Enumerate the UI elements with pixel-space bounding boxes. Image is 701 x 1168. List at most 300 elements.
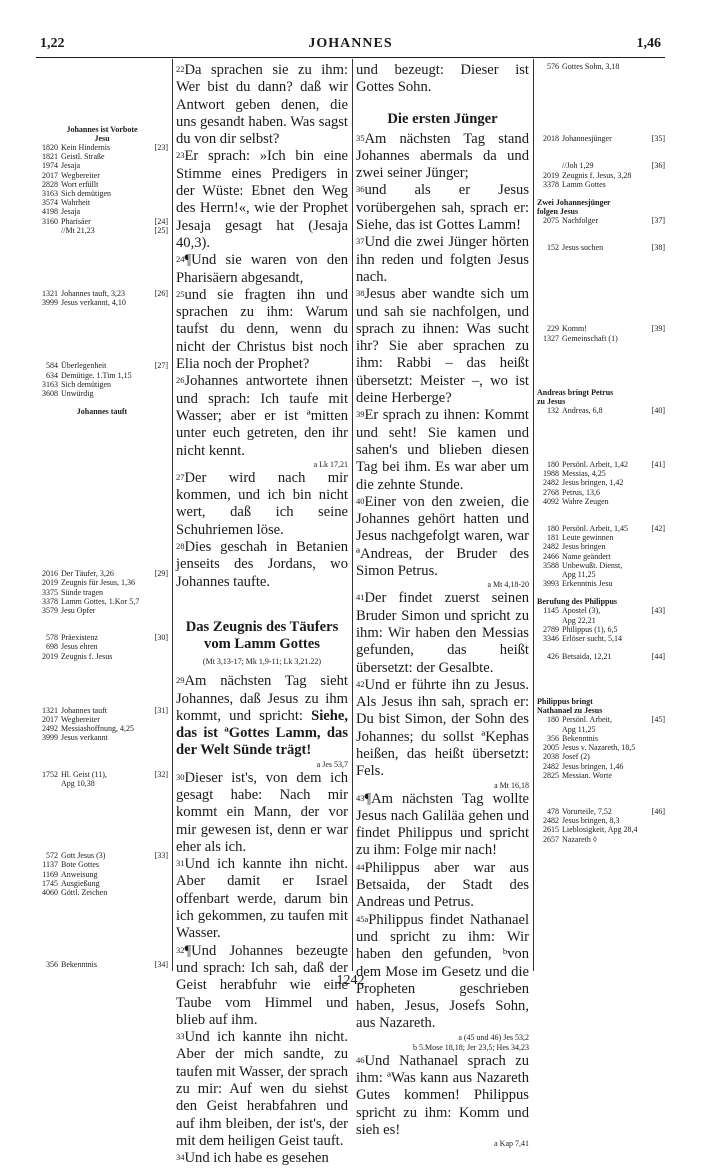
topic-label: Messias, 4,25 [562,469,606,479]
margin-spacer [36,352,168,361]
topic-label: //Mt 21,23 [61,225,95,235]
margin-entry [36,733,168,742]
topic-number: 1137 [42,860,58,870]
margin-spacer [36,425,168,434]
margin-entry [36,207,168,216]
topic-label: Präexistenz [61,633,98,643]
verse-marker: [27] [154,361,168,371]
verse-text: Er sprach: »Ich bin eine Stimme eines Predigers in der Wüste: Ebnet den Weg des Herrn!«, wie der Prophet Jesaja gesagt hat (Jesaja 40,3). [176,148,348,251]
margin-entry [36,652,168,661]
margin-spacer [36,343,168,352]
margin-entry [36,217,168,226]
topic-number: 2482 [543,761,559,771]
margin-entry [537,324,665,333]
topic-number: 3163 [42,379,58,389]
topic-label: Apostel (3), [562,606,601,616]
verse-text: Am nächsten Tag sieht Johannes, daß Jesus zu ihm kommt, und spricht: [176,673,348,724]
margin-entry [36,152,168,161]
verse-number: 44 [356,861,365,872]
topic-label: Lamm Gottes [562,179,606,189]
margin-spacer [537,270,665,279]
margin-spacer [36,488,168,497]
topic-label: Zeugnis für Jesus, 1,36 [61,578,135,588]
verse-35 [356,131,529,183]
topic-label: Sich demütigen [61,189,111,199]
margin-spacer [36,752,168,761]
topic-number: 2828 [42,179,58,189]
margin-spacer [537,643,665,652]
topic-label: Überlegenheit [61,361,107,371]
margin-topic-heading: Andreas bringt Petrus [537,387,614,397]
topic-label: Erkenntnis Jesu [562,579,613,589]
topic-number: 2615 [543,825,559,835]
verse-text: ¶Und sie waren von den Pharisäern abgesandt, [176,252,348,286]
margin-spacer [36,942,168,951]
margin-spacer [537,670,665,679]
margin-entry [537,825,665,834]
verse-text: Und ich habe es gesehen [184,1150,329,1167]
verse-text: Jesus aber wandte sich um und sah sie nachfolgen, und sprach zu ihnen: Was sucht ihr? Sie aber sprachen zu ihm: Rabbi – das heißt übersetzt: Meister –, wo ist deine Herberge? [356,286,529,407]
topic-label: Hl. Geist (11), [61,769,107,779]
topic-number: 4198 [42,207,58,217]
margin-spacer [36,624,168,633]
margin-entry [537,171,665,180]
topic-label: Persönl. Arbeit, [562,715,612,725]
margin-spacer [537,370,665,379]
verse-44 [356,860,529,912]
margin-entry [537,542,665,551]
verse-46 [356,1053,529,1139]
verse-text: Und ich kannte ihn nicht. Aber der mich sandte, zu taufen mit Wasser, der sprach zu mir: Auf wen du siehst den Geist herabfahren und auf ihm bleiben, der ist's, der mit dem heiligen Geist tauft. [176,1029,348,1149]
topic-label: Leute gewinnen [562,533,614,543]
margin-spacer [537,789,665,798]
topic-number: 3346 [543,634,559,644]
verse-41 [356,590,529,676]
topic-number: 3999 [42,733,58,743]
margin-spacer [36,679,168,688]
verse-23 [176,148,348,252]
margin-spacer [537,189,665,198]
verse-28 [176,539,348,591]
topic-number: 2789 [543,624,559,634]
topic-label: Jesus bringen, 1,46 [562,761,624,771]
topic-label: Ausgießung [61,878,100,888]
verse-number: 26 [176,375,185,386]
verse-34 [176,1150,348,1167]
margin-entry [537,497,665,506]
verse-number: 22 [176,64,185,74]
left-margin-notes [36,62,168,974]
margin-spacer [537,306,665,315]
margin-spacer [36,924,168,933]
topic-number: 2016 [42,569,58,579]
margin-topic-heading: Johannes tauft [76,407,128,417]
margin-spacer [36,524,168,533]
topic-label: Petrus, 13,6 [562,487,600,497]
topic-number: 1145 [543,606,559,616]
topic-label: Wort erfüllt [61,179,99,189]
verse-37 [356,234,529,286]
margin-spacer [36,443,168,452]
verse-marker: [32] [154,769,168,779]
margin-spacer [537,515,665,524]
margin-topic-heading: zu Jesus [537,396,566,406]
margin-spacer [537,125,665,134]
margin-entry [36,960,168,969]
margin-spacer [537,798,665,807]
topic-number: 576 [547,62,559,71]
topic-label: Komm! [562,324,587,334]
margin-topic-heading: Johannes ist Vorbote [66,125,138,134]
column-divider [352,59,353,971]
verse-40 [356,494,529,580]
margin-entry [537,334,665,343]
margin-spacer [537,780,665,789]
topic-number: 1821 [42,152,58,162]
verse-text: Er sprach zu ihnen: Kommt und seht! Sie kamen und sahen's und blieben diesen Tag bei ihm. Es war aber um die zehnte Stunde. [356,407,529,493]
topic-label: Göttl. Zeichen [61,887,108,897]
topic-number: 3378 [42,596,58,606]
margin-spacer [36,80,168,89]
topic-label: Gemeinschaft (1) [562,333,618,343]
topic-label: Gott Jesus (3) [61,851,106,861]
section-parallel-references: (Mt 3,13-17; Mk 1,9-11; Lk 3,21.22) [202,656,322,666]
margin-spacer [36,551,168,560]
topic-label: Betsaida, 12,21 [562,652,612,662]
margin-entry [36,770,168,779]
verse-number: 29 [176,675,185,686]
topic-label: Name geändert [562,551,611,561]
topic-number: 356 [547,733,559,743]
header-left-reference: 1,22 [40,36,65,51]
topic-number: 3378 [543,179,559,189]
verse-marker: [29] [154,569,168,579]
topic-number: 1988 [543,469,559,479]
topic-label: Sich demütigen [61,379,111,389]
topic-number: 180 [547,460,559,470]
margin-entry [36,606,168,615]
verse-number: 46 [356,1054,365,1065]
verse-text: Da sprachen sie zu ihm: Wer bist du dann? daß wir Antwort geben denen, die uns gesandt haben. Was sagst du von dir selbst? [176,62,348,148]
margin-entry [36,779,168,788]
topic-label: Jesus suchen [562,243,604,253]
margin-entry [537,725,665,734]
topic-label: Jesus ehren [61,642,98,652]
column-divider [533,59,534,971]
margin-spacer [36,253,168,262]
topic-number: 3999 [42,298,58,308]
margin-entry [537,816,665,825]
verse-number: 41 [356,592,365,603]
topic-number: 180 [547,524,559,534]
margin-entry [537,533,665,542]
header-right-reference: 1,46 [636,36,661,51]
verse-text: Philippus findet Nathanael und spricht zu ihm: Wir haben den gefunden, ᵇvon dem Mose im Gesetz und die Propheten geschrieben haben, Jesus, Josefs Sohn, aus Nazareth. [356,911,529,1032]
topic-label: Pharisäer [61,216,91,226]
margin-spacer [36,434,168,443]
margin-entry [537,216,665,225]
cross-reference: a Mt 4,18-20 [487,580,529,590]
margin-entry [36,298,168,307]
margin-entry [36,569,168,578]
margin-spacer [537,116,665,125]
topic-number: 3579 [42,606,58,616]
topic-label: Jesus bringen, 1,42 [562,478,624,488]
margin-spacer [36,334,168,343]
margin-spacer [36,560,168,569]
margin-spacer [537,279,665,288]
topic-label: Wahre Zeugen [562,496,609,506]
margin-spacer [537,288,665,297]
verse-number: 27 [176,471,185,482]
topic-label: Zeugnis f. Jesus, 3,28 [562,170,632,180]
margin-spacer [36,307,168,316]
margin-entry [537,524,665,533]
margin-spacer [36,71,168,80]
section-heading: Das Zeugnis des Täufers vom Lamm Gottes [185,618,339,652]
topic-label: Demütige. 1.Tim 1,15 [61,370,132,380]
margin-entry [537,734,665,743]
topic-number: 698 [46,642,58,652]
topic-number: 132 [547,405,559,415]
verse-26 [176,373,348,459]
margin-spacer [537,433,665,442]
margin-entry [36,715,168,724]
margin-entry [36,289,168,298]
margin-spacer [36,497,168,506]
verse-24 [176,252,348,287]
verse-43 [356,791,529,860]
topic-number: 2005 [543,743,559,753]
margin-spacer [36,452,168,461]
verse-marker: [44] [651,652,665,662]
topic-number: 2019 [42,651,58,661]
verse-marker: [41] [651,460,665,470]
header-book-title: JOHANNES [308,36,393,51]
verse-number: 39 [356,409,365,420]
topic-label: Jesus bringen [562,542,606,552]
margin-spacer [36,743,168,752]
verse-number: 28 [176,541,185,552]
cross-reference: a Mt 16,18 [494,780,529,790]
margin-spacer [537,361,665,370]
topic-label: Johannesjünger [562,134,612,144]
margin-spacer [537,352,665,361]
topic-number: 3588 [543,560,559,570]
verse-marker: [42] [651,524,665,534]
topic-number: 3375 [42,587,58,597]
verse-number: 34 [176,1152,185,1163]
topic-label: Lieblosigkeit, Apg 28,4 [562,825,638,835]
margin-entry [36,870,168,879]
margin-topic-heading: folgen Jesus [537,207,579,217]
margin-spacer [36,797,168,806]
verse-text: und sie fragten ihn und sprachen zu ihm: Warum taufst du denn, wenn du nicht der Christus bist noch Elia noch der Prophet? [176,286,348,373]
verse-22 [176,62,348,148]
topic-label: Bote Gottes [61,860,99,870]
topic-label: Jesaja [61,207,81,217]
topic-number: 1820 [42,143,58,152]
verse-31 [176,856,348,942]
margin-entry [537,478,665,487]
verse-38 [356,286,529,407]
topic-number: 2038 [543,752,559,762]
verse-number: 33 [176,1031,185,1042]
margin-spacer [36,316,168,325]
topic-label: //Joh 1,29 [562,161,594,171]
margin-spacer [36,806,168,815]
verse-marker: [26] [154,289,168,299]
right-margin-notes [537,62,665,974]
margin-entry [36,706,168,715]
topic-label: Jesus bringen, 8,3 [562,816,620,826]
verse-text: Dies geschah in Betanien jenseits des Jordans, wo Johannes taufte. [176,539,348,590]
topic-number: 229 [547,324,559,334]
margin-entry [36,724,168,733]
topic-number: 584 [46,361,58,371]
topic-number: 2019 [543,170,559,180]
margin-topic-heading: Nathanael zu Jesus [537,706,603,716]
margin-entry [36,198,168,207]
margin-topic-heading: Berufung des Philippus [537,597,618,607]
margin-spacer [36,325,168,334]
text-column-1 [176,62,348,1167]
topic-number: 3993 [543,579,559,589]
verse-29 [176,673,348,759]
topic-label: Jesus v. Nazareth, 18,5 [562,743,636,753]
topic-label: Jesus verkannt [61,733,108,743]
cross-reference: a Jes 53,7 [316,759,348,769]
verse-text: Philippus aber war aus Betsaida, der Stadt des Andreas und Petrus. [356,859,529,911]
margin-entry [36,389,168,398]
margin-spacer [537,234,665,243]
margin-spacer [36,815,168,824]
topic-number: 3574 [42,198,58,208]
margin-entry [36,371,168,380]
margin-spacer [36,697,168,706]
verse-marker: [39] [651,324,665,334]
margin-spacer [36,788,168,797]
margin-entry [36,143,168,152]
topic-number: 4060 [42,887,58,897]
topic-number: 2482 [543,542,559,552]
margin-entry [537,161,665,170]
topic-number: 1327 [543,333,559,343]
topic-label: Zeugnis f. Jesus [61,651,113,661]
margin-entry [537,807,665,816]
topic-label: Nazareth ◊ [562,834,597,844]
margin-entry [36,588,168,597]
topic-number: 3608 [42,389,58,399]
topic-label: Sünde tragen [61,587,103,597]
verse-marker: [31] [154,705,168,715]
verse-marker: [24] [154,216,168,226]
margin-spacer [537,71,665,80]
verse-text: Dieser ist's, von dem ich gesagt habe: Nach mir kommt ein Mann, der vor mir gewesen ist, denn er war eher als ich. [176,769,348,855]
verse-marker: [30] [154,633,168,643]
header-rule [36,57,665,58]
topic-label: Josef (2) [562,752,590,762]
margin-entry [537,180,665,189]
margin-entry [537,752,665,761]
topic-number: 2482 [543,816,559,826]
topic-label: Messiashoffnung, 4,25 [61,724,134,734]
topic-number: 2018 [543,134,559,144]
verse-number: 40 [356,495,365,506]
verse-marker: [23] [154,143,168,152]
topic-label: Bekenntnis [562,733,598,743]
topic-number: 4092 [543,496,559,506]
topic-number: 356 [46,960,58,970]
verse-text: Einer von den zweien, die Johannes gehört hatten und Jesus nachgefolgt waren, war ªAndreas, der Bruder des Simon Petrus. [356,493,529,580]
verse-marker: [34] [154,960,168,970]
margin-spacer [537,225,665,234]
margin-entry [537,616,665,625]
topic-label: Apg 11,25 [562,724,596,734]
topic-label: Unwürdig [61,389,94,399]
margin-entry [537,625,665,634]
topic-number: 180 [547,715,559,725]
margin-entry [537,460,665,469]
topic-number: 2075 [543,216,559,226]
topic-label: Persönl. Arbeit, 1,42 [562,460,628,470]
verse-33 [176,1029,348,1150]
margin-spacer [36,761,168,770]
topic-number: 634 [46,370,58,380]
cross-reference: a Lk 17,21 [313,459,348,469]
margin-spacer [36,506,168,515]
margin-entry [36,642,168,651]
topic-label: Nachfolger [562,216,598,226]
margin-entry [537,835,665,844]
margin-entry [537,62,665,71]
running-header [36,36,665,54]
verse-42 [356,677,529,781]
margin-spacer [537,688,665,697]
margin-spacer [537,343,665,352]
margin-spacer [537,143,665,152]
margin-spacer [537,442,665,451]
column-divider [172,59,173,971]
topic-number: 572 [46,851,58,861]
margin-entry [36,161,168,170]
verse-number: 36 [356,184,365,195]
margin-spacer [36,615,168,624]
topic-label: Der Täufer, 3,26 [61,569,114,579]
margin-entry [537,561,665,570]
verse-text-emphasis: Siehe, das ist ªGottes Lamm, das der Welt Sünde trägt! [176,707,348,759]
margin-spacer [36,235,168,244]
text-column-2 [356,62,529,1149]
margin-entry [36,879,168,888]
verse-number: 37 [356,236,365,247]
topic-number: 2017 [42,715,58,725]
margin-spacer [36,661,168,670]
topic-number: 1321 [42,705,58,715]
verse-number: 35 [356,132,365,143]
section-heading: Die ersten Jünger [387,110,498,127]
margin-spacer [36,107,168,116]
topic-number: 3163 [42,189,58,199]
verse-marker: [37] [651,216,665,226]
margin-entry [537,406,665,415]
margin-spacer [36,479,168,488]
topic-label: Wegbereiter [61,170,100,180]
margin-entry [537,134,665,143]
topic-label: Vorurteile, 7,52 [562,806,612,816]
margin-entry [36,633,168,642]
verse-marker: [36] [651,161,665,171]
